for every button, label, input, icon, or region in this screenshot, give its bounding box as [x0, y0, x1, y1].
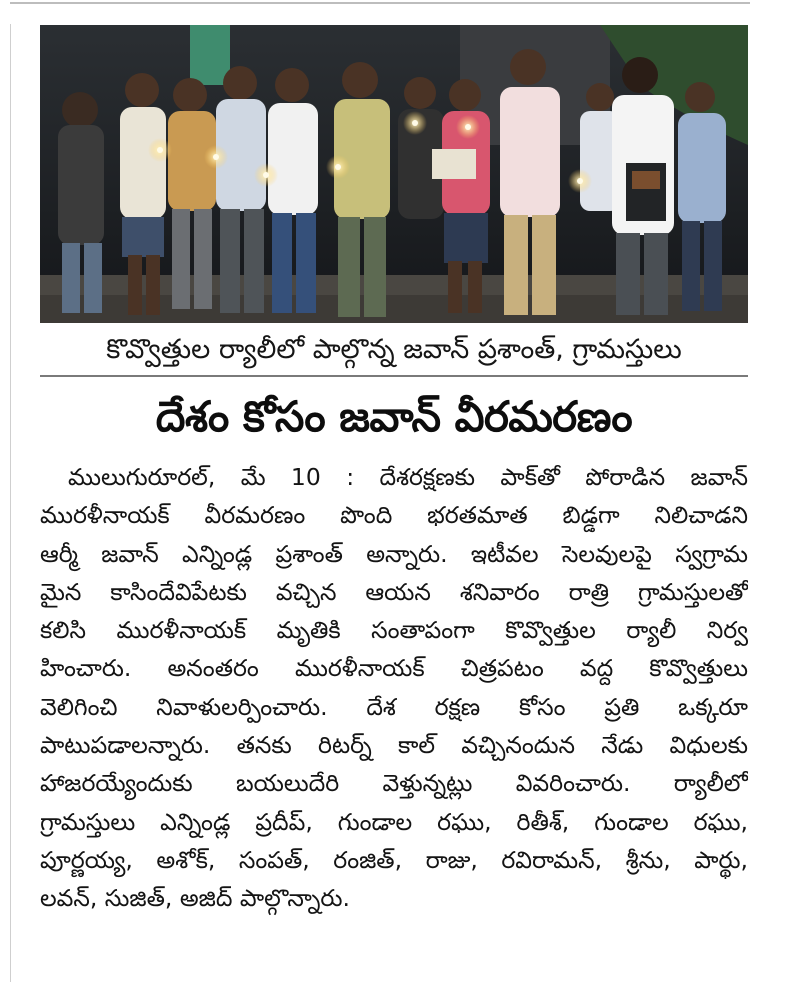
article-body [40, 458, 748, 978]
caption-divider [40, 375, 748, 377]
news-photo-candle-rally [40, 25, 748, 323]
article-line: పాటుపడాలన్నారు. తనకు రిటర్న్ కాల్ వచ్చినందున నేడు విధులకు [40, 731, 748, 760]
article-line: హించారు. అనంతరం మురళీనాయక్ చిత్రపటం వద్ద కొవ్వొత్తులు [40, 654, 748, 683]
article-line: మురళీనాయక్ వీరమరణం పొంది భరతమాత బిడ్డగా నిలిచాడని [40, 501, 748, 530]
page-top-rule [10, 2, 750, 4]
article-line: కలిసి మురళీనాయక్ మృతికి సంతాపంగా కొవ్వొత్తుల ర్యాలీ నిర్వ [40, 616, 748, 645]
article-line: పూర్ణయ్య, అశోక్, సంపత్, రంజిత్, రాజు, రవిరామన్, శ్రీను, పార్థు, [40, 845, 748, 874]
article-headline: దేశం కోసం జవాన్ వీరమరణం [155, 392, 633, 441]
candle-rally-photo-illustration [40, 25, 748, 323]
article-line: మైన కాసిందేవిపేటకు వచ్చిన ఆయన శనివారం రాత్రి గ్రామస్తులతో [40, 577, 748, 606]
article-line: లవన్, సుజిత్, అజిద్ పాల్గొన్నారు. [40, 884, 350, 913]
article-line: గ్రామస్తులు ఎన్నిండ్ల ప్రదీప్, గుండాల రఘు, రితీశ్, గుండాల రఘు, [40, 807, 748, 836]
photo-caption: కొవ్వొత్తుల ర్యాలీలో పాల్గొన్న జవాన్ ప్రశాంత్, గ్రామస్తులు [106, 334, 682, 365]
article-line: వెలిగించి నివాళులర్పించారు. దేశ రక్షణ కోసం ప్రతి ఒక్కరూ [40, 692, 748, 721]
article-line: ములుగురూరల్, మే 10 : దేశరక్షణకు పాక్‌తో పోరాడిన జవాన్ [68, 463, 748, 491]
article-line: ఆర్మీ జవాన్ ఎన్నిండ్ల ప్రశాంత్ అన్నారు. ఇటీవల సెలవులపై స్వగ్రామ [40, 539, 748, 568]
column-divider [10, 24, 11, 982]
article-line: హాజరయ్యేందుకు బయలుదేరి వెళ్తున్నట్లు వివరించారు. ర్యాలీలో [40, 769, 748, 798]
